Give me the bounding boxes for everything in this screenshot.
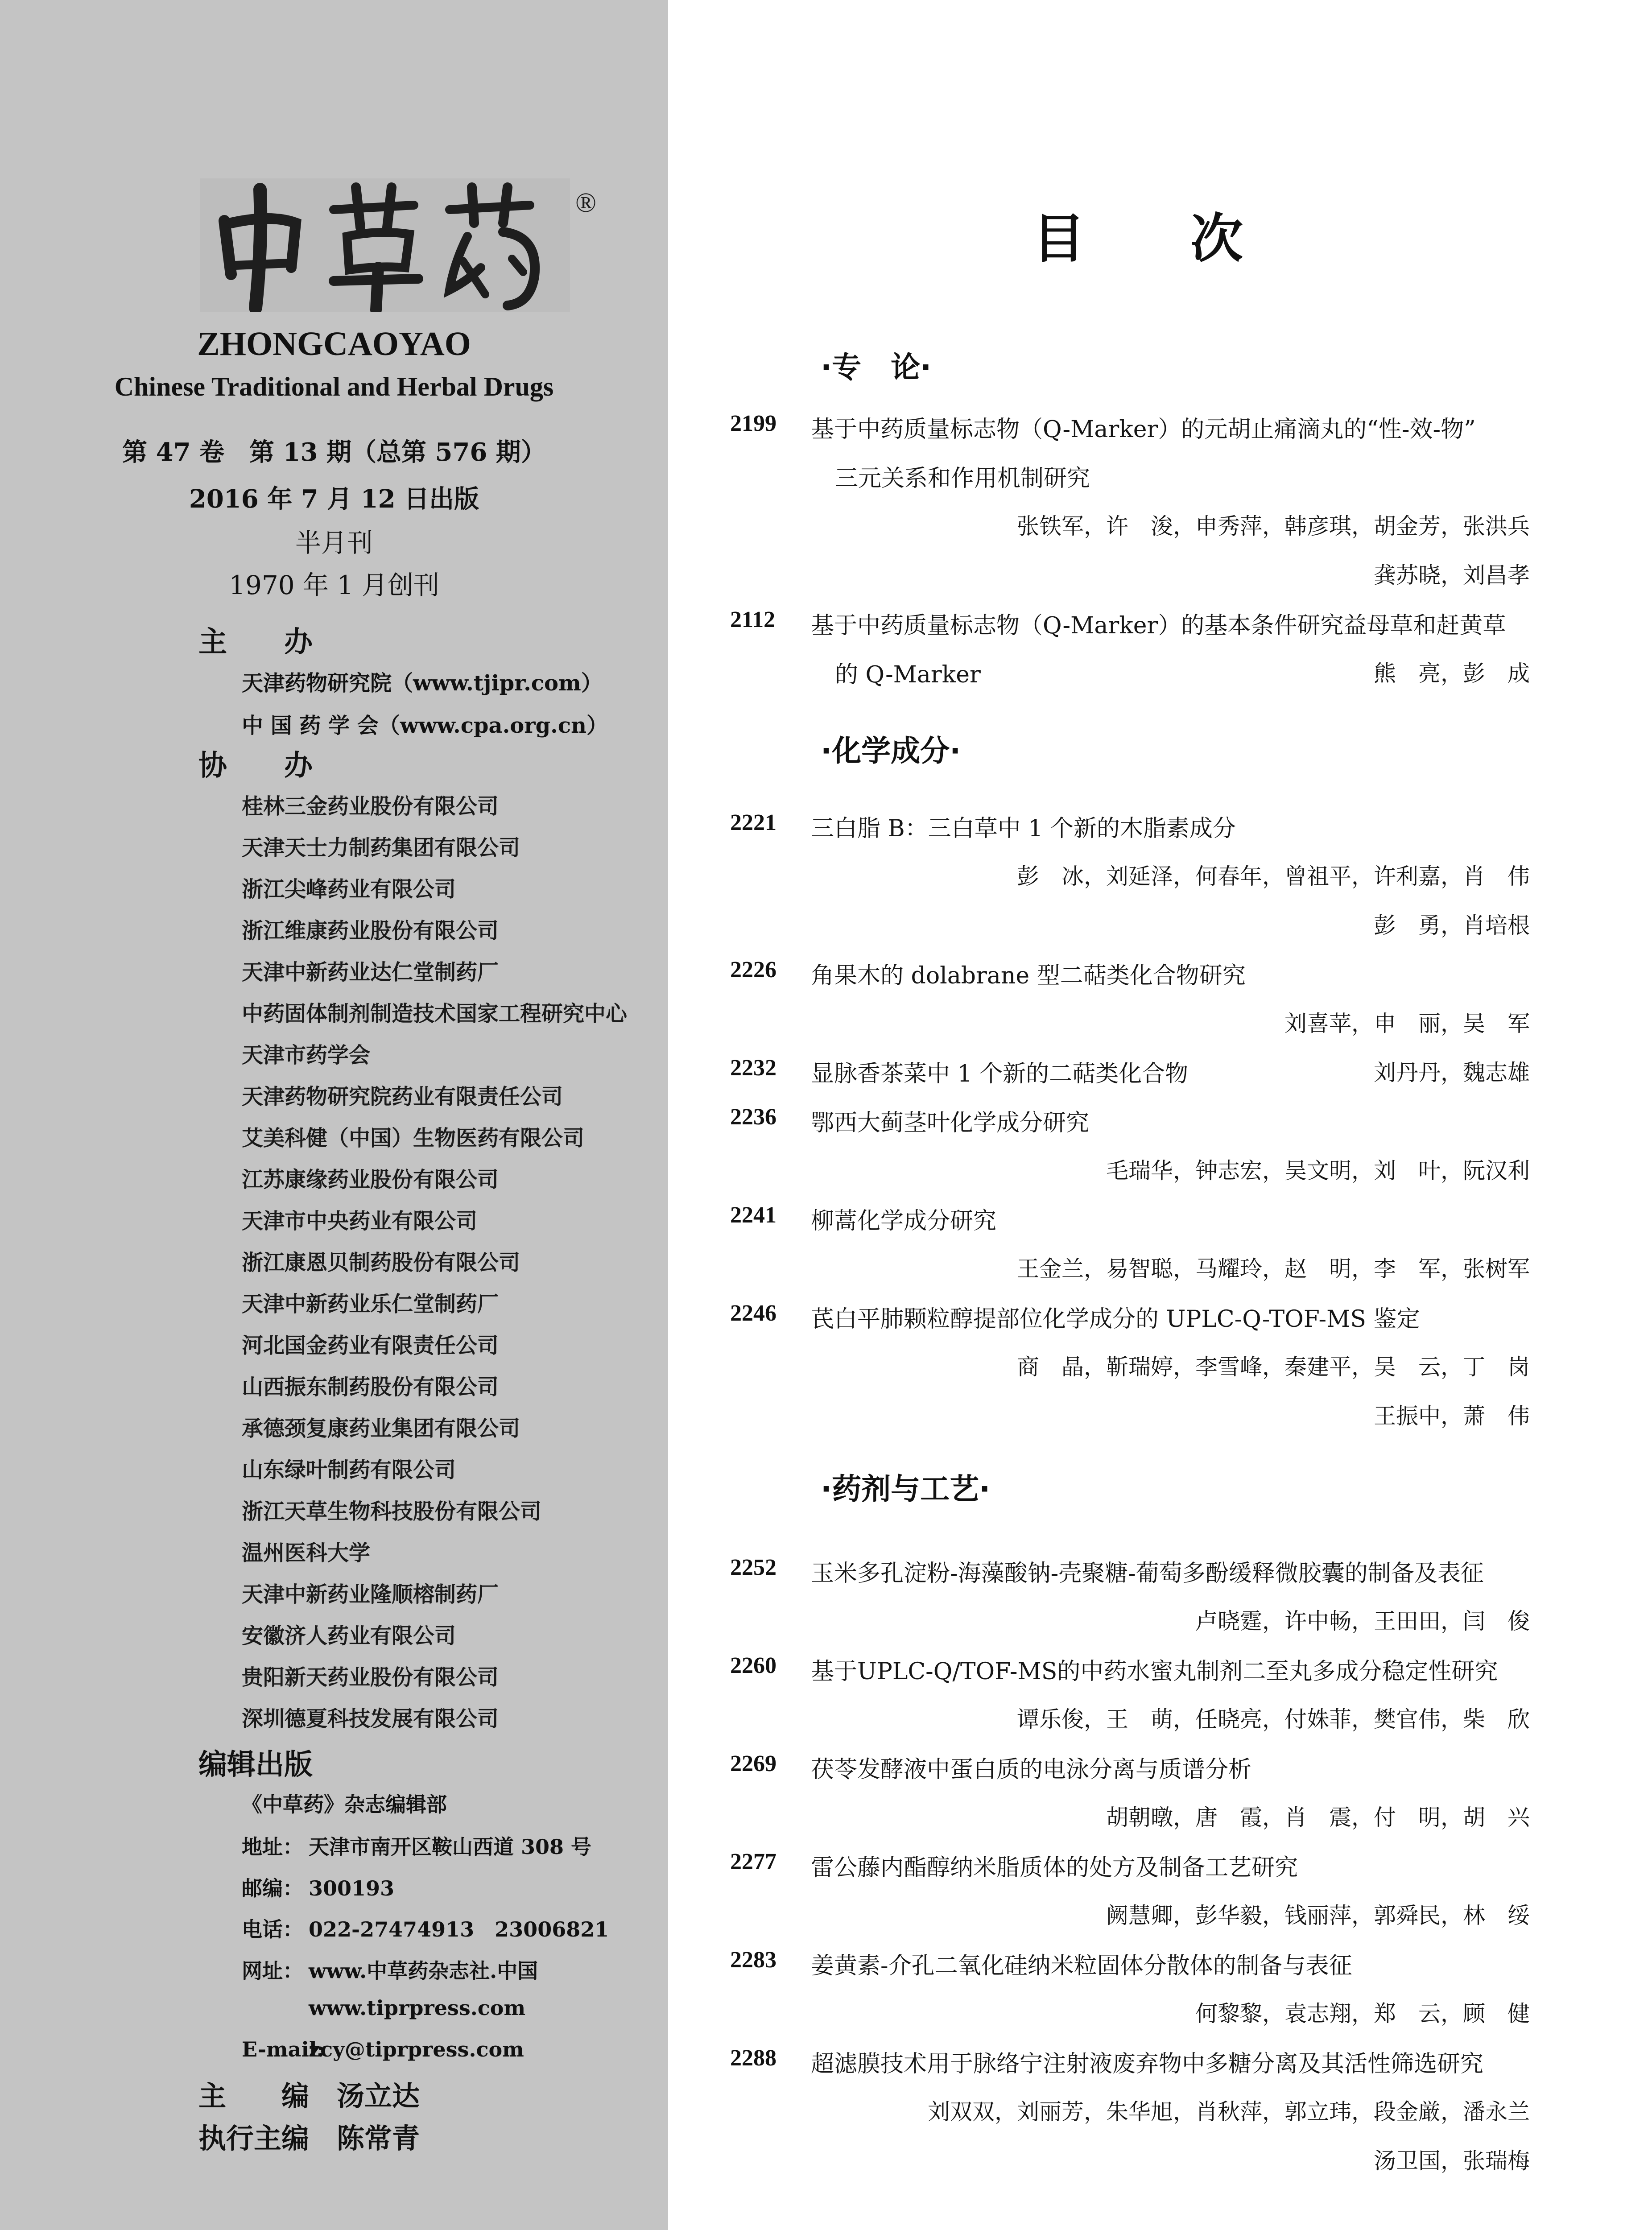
phone-label: 电话： bbox=[242, 1917, 303, 1941]
toc-article-title[interactable]: 的 Q-Marker bbox=[835, 661, 981, 688]
co-sponsor-item: 天津天士力制药集团有限公司 bbox=[242, 835, 520, 860]
toc-authors: 毛瑞华，钟志宏，吴文明，刘 叶，阮汉利 bbox=[1106, 1158, 1530, 1184]
editor-in-chief-label: 主 编 bbox=[198, 2080, 310, 2112]
email-line bbox=[242, 2037, 524, 2061]
toc-page-number[interactable]: 2246 bbox=[730, 1301, 776, 1326]
address-value: 天津市南开区鞍山西道 308 号 bbox=[309, 1835, 592, 1859]
toc-authors: 谭乐俊，王 萌，任晓亮，付姝菲，樊官伟，柴 欣 bbox=[1017, 1706, 1530, 1732]
journal-logo bbox=[200, 178, 570, 312]
co-sponsor-item: 浙江维康药业股份有限公司 bbox=[242, 918, 499, 943]
toc-authors: 胡朝暾，唐 霞，肖 震，付 明，胡 兴 bbox=[1106, 1805, 1530, 1830]
issue-number: 第 47 卷 第 13 期（总第 576 期） bbox=[122, 438, 546, 467]
website-link-2[interactable]: www.tiprpress.com bbox=[309, 1996, 526, 2020]
toc-authors: 商 晶，靳瑞婷，李雪峰，秦建平，吴 云，丁 岗 bbox=[1017, 1354, 1530, 1380]
toc-authors: 阙慧卿，彭华毅，钱丽萍，郭舜民，林 绥 bbox=[1106, 1903, 1530, 1929]
co-sponsor-item: 桂林三金药业股份有限公司 bbox=[242, 794, 499, 819]
co-sponsor-item: 天津市中央药业有限公司 bbox=[242, 1209, 478, 1234]
co-sponsor-heading: 协 办 bbox=[198, 749, 313, 782]
toc-page-number[interactable]: 2260 bbox=[730, 1653, 776, 1678]
co-sponsor-list bbox=[242, 793, 627, 1747]
toc-article-title[interactable]: 基于UPLC-Q/TOF-MS的中药水蜜丸制剂二至丸多成分稳定性研究 bbox=[811, 1658, 1498, 1685]
toc-article-title[interactable]: 柳蒿化学成分研究 bbox=[811, 1208, 997, 1235]
toc-article-title[interactable]: 角果木的 dolabrane 型二萜类化合物研究 bbox=[811, 962, 1246, 989]
toc-article-title[interactable]: 基于中药质量标志物（Q-Marker）的元胡止痛滴丸的“性-效-物” bbox=[811, 416, 1476, 443]
toc-page-number[interactable]: 2252 bbox=[730, 1555, 776, 1580]
journal-info-sidebar bbox=[0, 0, 668, 2230]
co-sponsor-item: 天津中新药业隆顺榕制药厂 bbox=[242, 1582, 499, 1607]
postcode-line bbox=[242, 1872, 394, 1902]
toc-article-title[interactable]: 三元关系和作用机制研究 bbox=[835, 465, 1090, 492]
toc-article-title[interactable]: 显脉香茶菜中 1 个新的二萜类化合物 bbox=[811, 1061, 1189, 1087]
toc-authors: 彭 冰，刘延泽，何春年，曾祖平，许利嘉，肖 伟 bbox=[1017, 863, 1530, 889]
toc-article-title[interactable]: 三白脂 B：三白草中 1 个新的木脂素成分 bbox=[811, 815, 1236, 842]
toc-page-number[interactable]: 2269 bbox=[730, 1751, 776, 1776]
toc-page-number[interactable]: 2283 bbox=[730, 1947, 776, 1973]
toc-authors: 熊 亮，彭 成 bbox=[1374, 661, 1530, 686]
toc-page-number[interactable]: 2112 bbox=[730, 607, 776, 632]
editor-in-chief-line bbox=[198, 2074, 420, 2114]
toc-authors: 王振中，萧 伟 bbox=[1374, 1403, 1530, 1429]
toc-article-title[interactable]: 超滤膜技术用于脉络宁注射液废弃物中多糖分离及其活性筛选研究 bbox=[811, 2051, 1484, 2077]
toc-page-number[interactable]: 2232 bbox=[730, 1055, 776, 1081]
toc-authors: 卢晓霆，许中畅，王田田，闫 俊 bbox=[1195, 1608, 1530, 1634]
sponsor-heading: 主 办 bbox=[198, 626, 313, 659]
website-label: 网址： bbox=[242, 1959, 303, 1983]
phone-value: 022-27474913 23006821 bbox=[309, 1917, 609, 1941]
co-sponsor-item: 安徽济人药业有限公司 bbox=[242, 1623, 456, 1648]
toc-authors: 刘丹丹，魏志雄 bbox=[1374, 1060, 1530, 1086]
toc-article-title[interactable]: 姜黄素-介孔二氧化硅纳米粒固体分散体的制备与表征 bbox=[811, 1953, 1352, 1979]
toc-authors: 何黎黎，袁志翔，郑 云，顾 健 bbox=[1195, 2001, 1530, 2027]
co-sponsor-item: 山东绿叶制药有限公司 bbox=[242, 1458, 456, 1483]
toc-authors: 刘双双，刘丽芳，朱华旭，肖秋萍，郭立玮，段金厳，潘永兰 bbox=[928, 2099, 1530, 2125]
co-sponsor-item: 江苏康缘药业股份有限公司 bbox=[242, 1167, 499, 1192]
toc-authors: 汤卫国，张瑞梅 bbox=[1374, 2148, 1530, 2174]
co-sponsor-item: 中药固体制剂制造技术国家工程研究中心 bbox=[242, 1001, 628, 1026]
toc-authors: 龚苏晓，刘昌孝 bbox=[1374, 562, 1530, 588]
toc-article-title[interactable]: 雷公藤内酯醇纳米脂质体的处方及制备工艺研究 bbox=[811, 1854, 1298, 1881]
toc-page-number[interactable]: 2277 bbox=[730, 1849, 776, 1875]
executive-editor-line bbox=[198, 2116, 420, 2156]
toc-page-number[interactable]: 2288 bbox=[730, 2045, 776, 2071]
postcode-label: 邮编： bbox=[242, 1876, 303, 1900]
toc-page-number[interactable]: 2221 bbox=[730, 810, 776, 835]
toc-section-heading: ·专 论· bbox=[821, 350, 932, 384]
co-sponsor-item: 艾美科健（中国）生物医药有限公司 bbox=[242, 1126, 585, 1151]
co-sponsor-item: 天津中新药业达仁堂制药厂 bbox=[242, 960, 499, 985]
co-sponsor-item: 浙江尖峰药业有限公司 bbox=[242, 877, 456, 902]
toc-page-number[interactable]: 2241 bbox=[730, 1202, 776, 1228]
co-sponsor-item: 天津药物研究院药业有限责任公司 bbox=[242, 1084, 563, 1109]
executive-editor-label: 执行主编 bbox=[198, 2122, 310, 2155]
email-link[interactable]: zcy@tiprpress.com bbox=[309, 2037, 524, 2061]
co-sponsor-item: 温州医科大学 bbox=[242, 1540, 371, 1565]
website-line bbox=[242, 1955, 538, 1984]
postcode-value: 300193 bbox=[309, 1876, 395, 1900]
journal-name-english: ZHONGCAOYAO bbox=[197, 325, 471, 363]
co-sponsor-item: 深圳德夏科技发展有限公司 bbox=[242, 1706, 499, 1731]
co-sponsor-item: 天津中新药业乐仁堂制药厂 bbox=[242, 1292, 499, 1317]
sponsor-item: 天津药物研究院（www.tjipr.com） bbox=[242, 671, 603, 696]
editorial-heading: 编辑出版 bbox=[198, 1748, 313, 1781]
toc-authors: 张铁军，许 浚，申秀萍，韩彦琪，胡金芳，张洪兵 bbox=[1017, 513, 1530, 539]
toc-title: 目 次 bbox=[1032, 208, 1243, 269]
executive-editor-name: 陈常青 bbox=[337, 2122, 420, 2155]
toc-section-heading: ·化学成分· bbox=[821, 734, 961, 768]
co-sponsor-item: 贵阳新天药业股份有限公司 bbox=[242, 1665, 499, 1690]
founded-date: 1970 年 1 月创刊 bbox=[229, 570, 439, 600]
toc-article-title[interactable]: 茯苓发酵液中蛋白质的电泳分离与质谱分析 bbox=[811, 1756, 1252, 1783]
registered-trademark-mark: ® bbox=[575, 188, 597, 218]
toc-section-heading: ·药剂与工艺· bbox=[821, 1472, 991, 1506]
toc-authors: 王金兰，易智聪，马耀玲，赵 明，李 军，张树军 bbox=[1017, 1256, 1530, 1282]
calligraphy-logo-icon bbox=[200, 178, 570, 312]
phone-line bbox=[242, 1913, 609, 1943]
website-line-2 bbox=[242, 1996, 525, 2020]
email-label: E-mail: bbox=[242, 2037, 325, 2061]
co-sponsor-item: 山西振东制药股份有限公司 bbox=[242, 1375, 499, 1400]
toc-article-title[interactable]: 基于中药质量标志物（Q-Marker）的基本条件研究益母草和赶黄草 bbox=[811, 612, 1506, 639]
toc-article-title[interactable]: 芪白平肺颗粒醇提部位化学成分的 UPLC-Q-TOF-MS 鉴定 bbox=[811, 1306, 1420, 1333]
address-line bbox=[242, 1831, 591, 1860]
journal-subtitle-english: Chinese Traditional and Herbal Drugs bbox=[114, 372, 554, 401]
co-sponsor-item: 浙江康恩贝制药股份有限公司 bbox=[242, 1250, 520, 1275]
toc-article-title[interactable]: 鄂西大蓟茎叶化学成分研究 bbox=[811, 1110, 1090, 1136]
co-sponsor-item: 河北国金药业有限责任公司 bbox=[242, 1333, 499, 1358]
toc-article-title[interactable]: 玉米多孔淀粉-海藻酸钠-壳聚糖-葡萄多酚缓释微胶囊的制备及表征 bbox=[811, 1560, 1484, 1587]
publish-date: 2016 年 7 月 12 日出版 bbox=[189, 484, 479, 514]
co-sponsor-item: 承德颈复康药业集团有限公司 bbox=[242, 1416, 520, 1441]
co-sponsor-item: 天津市药学会 bbox=[242, 1043, 371, 1068]
toc-page-number[interactable]: 2226 bbox=[730, 957, 776, 983]
website-link[interactable]: www.中草药杂志社.中国 bbox=[309, 1959, 538, 1983]
address-label: 地址： bbox=[242, 1835, 303, 1859]
toc-authors: 彭 勇，肖培根 bbox=[1374, 913, 1530, 938]
toc-authors: 刘喜苹，申 丽，吴 军 bbox=[1284, 1011, 1530, 1037]
sponsor-item: 中 国 药 学 会（www.cpa.org.cn） bbox=[242, 713, 608, 738]
publication-frequency: 半月刊 bbox=[295, 528, 373, 558]
co-sponsor-item: 浙江天草生物科技股份有限公司 bbox=[242, 1499, 542, 1524]
toc-page-number[interactable]: 2236 bbox=[730, 1104, 776, 1130]
toc-page-number[interactable]: 2199 bbox=[730, 411, 776, 436]
editor-in-chief-name: 汤立达 bbox=[337, 2080, 420, 2112]
editorial-office: 《中草药》杂志编辑部 bbox=[242, 1792, 447, 1817]
